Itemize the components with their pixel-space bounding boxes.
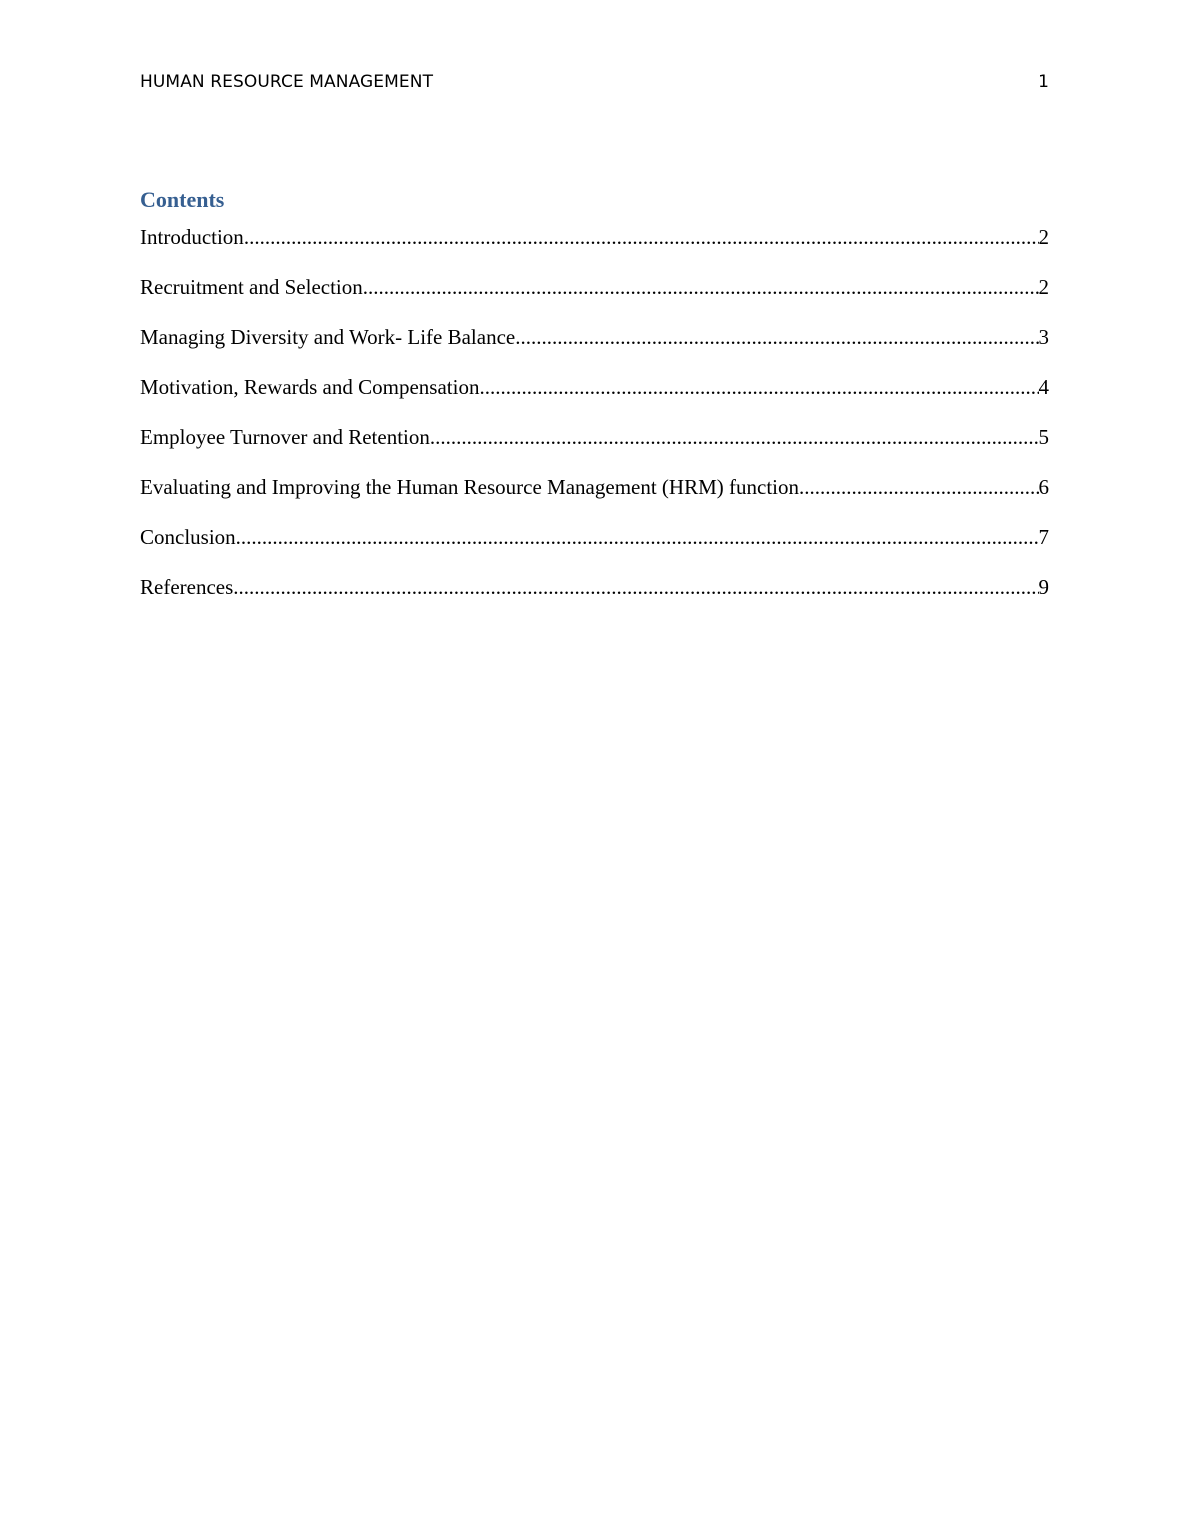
toc-entry-title: Employee Turnover and Retention: [140, 425, 430, 449]
toc-entry-page: 7: [1038, 525, 1049, 549]
toc-entry-title: Recruitment and Selection: [140, 275, 363, 299]
toc-entry-evaluating[interactable]: [140, 475, 1049, 525]
toc-entry-title: Evaluating and Improving the Human Resource Management (HRM) function: [140, 475, 799, 499]
toc-dot-leader: [479, 375, 1038, 400]
toc-entry-turnover[interactable]: [140, 425, 1049, 475]
toc-entry-title: Introduction: [140, 225, 244, 249]
page-number: 1: [1038, 72, 1049, 92]
toc-entry-page: 2: [1038, 225, 1049, 249]
toc-entry-motivation[interactable]: [140, 375, 1049, 425]
toc-entry-page: 3: [1038, 325, 1049, 349]
running-title: HUMAN RESOURCE MANAGEMENT: [140, 72, 434, 92]
toc-list: [140, 225, 1049, 625]
toc-entry-recruitment[interactable]: [140, 275, 1049, 325]
toc-dot-leader: [799, 475, 1039, 500]
toc-entry-title: Motivation, Rewards and Compensation: [140, 375, 480, 399]
toc-entry-page: 4: [1038, 375, 1049, 399]
toc-entry-title: Managing Diversity and Work- Life Balance: [140, 325, 516, 349]
toc-dot-leader: [430, 425, 1039, 450]
toc-entry-page: 9: [1038, 575, 1049, 599]
toc-entry-introduction[interactable]: [140, 225, 1049, 275]
toc-dot-leader: [236, 525, 1039, 550]
toc-entry-page: 5: [1038, 425, 1049, 449]
toc-dot-leader: [233, 575, 1038, 600]
toc-entry-references[interactable]: [140, 575, 1049, 625]
toc-entry-page: 6: [1038, 475, 1049, 499]
page-header: [140, 72, 1049, 96]
toc-entry-page: 2: [1038, 275, 1049, 299]
toc-dot-leader: [363, 275, 1039, 300]
toc-heading: Contents: [140, 187, 225, 212]
toc-dot-leader: [515, 325, 1038, 350]
toc-entry-title: References: [140, 575, 234, 599]
table-of-contents: [140, 184, 1049, 625]
toc-dot-leader: [244, 225, 1039, 250]
toc-entry-title: Conclusion: [140, 525, 236, 549]
toc-entry-conclusion[interactable]: [140, 525, 1049, 575]
toc-entry-diversity[interactable]: [140, 325, 1049, 375]
